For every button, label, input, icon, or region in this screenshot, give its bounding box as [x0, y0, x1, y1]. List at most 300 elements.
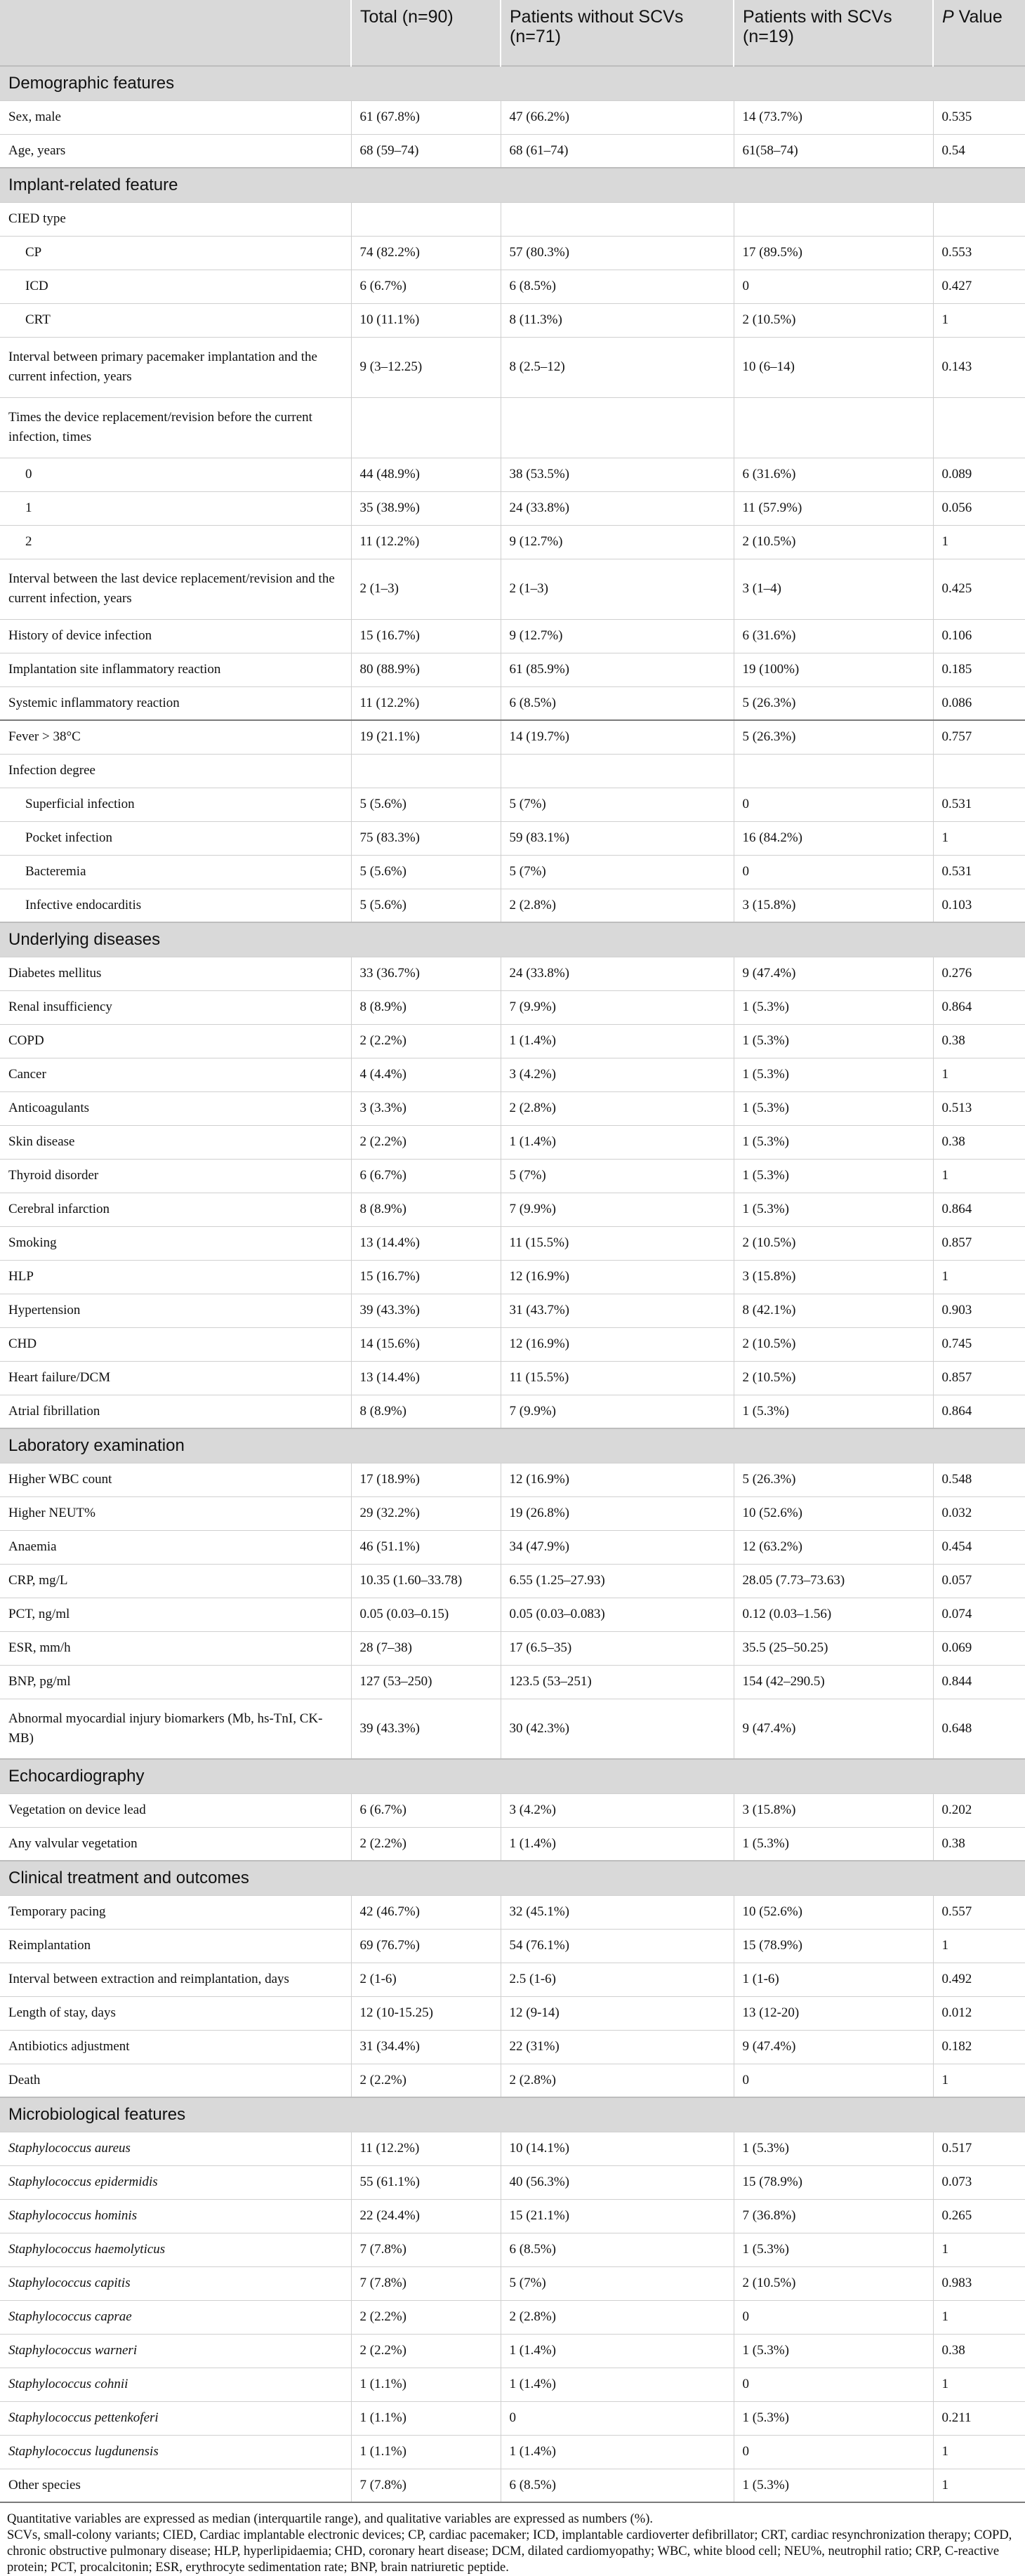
table-row [0, 1463, 1025, 1496]
without-scvs-cell: 9 (12.7%) [501, 619, 734, 653]
total-cell: 19 (21.1%) [351, 720, 501, 754]
with-scvs-cell: 1 (5.3%) [734, 1395, 933, 1428]
variable-cell: HLP [0, 1260, 351, 1294]
p-value-cell: 1 [933, 2435, 1025, 2469]
p-value-cell: 0.54 [933, 134, 1025, 168]
table-row [0, 270, 1025, 303]
without-scvs-cell [501, 754, 734, 788]
p-value-cell: 0.265 [933, 2199, 1025, 2233]
variable-cell: Staphylococcus aureus [0, 2132, 351, 2165]
without-scvs-cell: 1 (1.4%) [501, 2435, 734, 2469]
p-value-cell: 0.553 [933, 236, 1025, 270]
variable-cell: Length of stay, days [0, 1996, 351, 2030]
table-row [0, 458, 1025, 491]
p-value-cell: 0.211 [933, 2401, 1025, 2435]
p-value-cell: 0.073 [933, 2165, 1025, 2199]
total-cell: 68 (59–74) [351, 134, 501, 168]
variable-cell: Times the device replacement/revision before the current infection, times [0, 397, 351, 458]
variable-cell: 2 [0, 525, 351, 559]
total-cell: 5 (5.6%) [351, 889, 501, 922]
with-scvs-cell: 61(58–74) [734, 134, 933, 168]
table-row [0, 397, 1025, 458]
table-row [0, 559, 1025, 619]
total-cell: 5 (5.6%) [351, 855, 501, 889]
variable-cell: Infective endocarditis [0, 889, 351, 922]
p-value-cell: 0.182 [933, 2030, 1025, 2064]
with-scvs-cell: 2 (10.5%) [734, 303, 933, 337]
with-scvs-cell: 1 (5.3%) [734, 2469, 933, 2502]
p-value-cell: 0.074 [933, 1598, 1025, 1631]
p-value-cell: 0.557 [933, 1895, 1025, 1929]
total-cell: 2 (1–3) [351, 559, 501, 619]
without-scvs-cell: 30 (42.3%) [501, 1699, 734, 1759]
with-scvs-cell: 9 (47.4%) [734, 2030, 933, 2064]
without-scvs-cell: 2 (2.8%) [501, 2064, 734, 2097]
section-header-row [0, 168, 1025, 202]
without-scvs-cell: 1 (1.4%) [501, 1024, 734, 1058]
table-row [0, 855, 1025, 889]
without-scvs-cell: 12 (16.9%) [501, 1260, 734, 1294]
p-value-cell: 1 [933, 303, 1025, 337]
p-value-cell: 0.492 [933, 1963, 1025, 1996]
without-scvs-cell: 40 (56.3%) [501, 2165, 734, 2199]
total-cell [351, 397, 501, 458]
total-cell: 5 (5.6%) [351, 788, 501, 821]
with-scvs-cell: 0 [734, 788, 933, 821]
without-scvs-cell: 14 (19.7%) [501, 720, 734, 754]
p-value-cell: 0.857 [933, 1361, 1025, 1395]
with-scvs-cell: 3 (1–4) [734, 559, 933, 619]
table-row [0, 957, 1025, 990]
table-row [0, 491, 1025, 525]
table-row [0, 1929, 1025, 1963]
with-scvs-cell: 154 (42–290.5) [734, 1665, 933, 1699]
variable-cell: CP [0, 236, 351, 270]
p-value-cell: 1 [933, 2469, 1025, 2502]
with-scvs-cell: 1 (5.3%) [734, 1058, 933, 1091]
p-value-cell: 1 [933, 2368, 1025, 2401]
without-scvs-cell: 5 (7%) [501, 1159, 734, 1193]
table-row [0, 202, 1025, 236]
total-cell: 31 (34.4%) [351, 2030, 501, 2064]
with-scvs-cell: 17 (89.5%) [734, 236, 933, 270]
table-row [0, 236, 1025, 270]
total-cell: 35 (38.9%) [351, 491, 501, 525]
without-scvs-cell: 12 (16.9%) [501, 1327, 734, 1361]
p-value-cell: 1 [933, 2233, 1025, 2266]
table-row [0, 100, 1025, 134]
without-scvs-cell: 6 (8.5%) [501, 686, 734, 720]
p-value-cell: 0.143 [933, 337, 1025, 397]
header-p-letter: P [942, 7, 954, 27]
variable-cell: Interval between primary pacemaker implantation and the current infection, years [0, 337, 351, 397]
header-with-scvs: Patients with SCVs (n=19) [734, 0, 933, 66]
variable-cell: Systemic inflammatory reaction [0, 686, 351, 720]
variable-cell: CRP, mg/L [0, 1564, 351, 1598]
section-title: Implant-related feature [0, 168, 1025, 202]
total-cell: 10.35 (1.60–33.78) [351, 1564, 501, 1598]
total-cell: 11 (12.2%) [351, 525, 501, 559]
variable-cell: Interval between extraction and reimplantation, days [0, 1963, 351, 1996]
total-cell: 15 (16.7%) [351, 619, 501, 653]
with-scvs-cell: 0.12 (0.03–1.56) [734, 1598, 933, 1631]
p-value-cell: 0.531 [933, 788, 1025, 821]
variable-cell: Staphylococcus caprae [0, 2300, 351, 2334]
without-scvs-cell: 31 (43.7%) [501, 1294, 734, 1327]
without-scvs-cell: 24 (33.8%) [501, 957, 734, 990]
table-row [0, 1530, 1025, 1564]
table-row [0, 1699, 1025, 1759]
without-scvs-cell: 2 (2.8%) [501, 889, 734, 922]
total-cell: 13 (14.4%) [351, 1361, 501, 1395]
table-row [0, 2469, 1025, 2502]
total-cell: 74 (82.2%) [351, 236, 501, 270]
with-scvs-cell: 28.05 (7.73–73.63) [734, 1564, 933, 1598]
total-cell: 46 (51.1%) [351, 1530, 501, 1564]
total-cell: 12 (10-15.25) [351, 1996, 501, 2030]
variable-cell: Fever > 38°C [0, 720, 351, 754]
with-scvs-cell: 0 [734, 855, 933, 889]
with-scvs-cell: 1 (5.3%) [734, 2334, 933, 2368]
table-row [0, 2233, 1025, 2266]
variable-cell: Death [0, 2064, 351, 2097]
table-row [0, 2334, 1025, 2368]
variable-cell: Abnormal myocardial injury biomarkers (Mb, hs-TnI, CK-MB) [0, 1699, 351, 1759]
p-value-cell: 1 [933, 525, 1025, 559]
total-cell: 127 (53–250) [351, 1665, 501, 1699]
variable-cell: Any valvular vegetation [0, 1827, 351, 1861]
with-scvs-cell: 13 (12-20) [734, 1996, 933, 2030]
p-value-cell: 1 [933, 1159, 1025, 1193]
p-value-cell: 0.185 [933, 653, 1025, 686]
table-row [0, 1631, 1025, 1665]
section-title: Underlying diseases [0, 922, 1025, 957]
variable-cell: Sex, male [0, 100, 351, 134]
with-scvs-cell: 15 (78.9%) [734, 1929, 933, 1963]
p-value-cell: 0.454 [933, 1530, 1025, 1564]
variable-cell: Diabetes mellitus [0, 957, 351, 990]
variable-cell: Temporary pacing [0, 1895, 351, 1929]
with-scvs-cell: 0 [734, 270, 933, 303]
total-cell: 39 (43.3%) [351, 1699, 501, 1759]
table-row [0, 821, 1025, 855]
variable-cell: Staphylococcus hominis [0, 2199, 351, 2233]
without-scvs-cell: 7 (9.9%) [501, 1395, 734, 1428]
p-value-cell: 0.864 [933, 1193, 1025, 1226]
without-scvs-cell: 22 (31%) [501, 2030, 734, 2064]
table-row [0, 1395, 1025, 1428]
with-scvs-cell: 5 (26.3%) [734, 686, 933, 720]
variable-cell: Staphylococcus haemolyticus [0, 2233, 351, 2266]
table-row [0, 720, 1025, 754]
p-value-cell: 0.903 [933, 1294, 1025, 1327]
variable-cell: Bacteremia [0, 855, 351, 889]
with-scvs-cell: 12 (63.2%) [734, 1530, 933, 1564]
without-scvs-cell: 9 (12.7%) [501, 525, 734, 559]
table-row [0, 889, 1025, 922]
without-scvs-cell: 0 [501, 2401, 734, 2435]
without-scvs-cell: 6 (8.5%) [501, 270, 734, 303]
table-row [0, 1125, 1025, 1159]
p-value-cell: 0.427 [933, 270, 1025, 303]
table-row [0, 754, 1025, 788]
table-row [0, 2064, 1025, 2097]
p-value-cell: 1 [933, 2300, 1025, 2334]
without-scvs-cell: 1 (1.4%) [501, 1827, 734, 1861]
with-scvs-cell: 0 [734, 2435, 933, 2469]
total-cell: 22 (24.4%) [351, 2199, 501, 2233]
total-cell: 2 (2.2%) [351, 2334, 501, 2368]
total-cell: 44 (48.9%) [351, 458, 501, 491]
total-cell: 2 (2.2%) [351, 1125, 501, 1159]
total-cell: 8 (8.9%) [351, 1395, 501, 1428]
without-scvs-cell: 5 (7%) [501, 788, 734, 821]
total-cell [351, 754, 501, 788]
without-scvs-cell [501, 202, 734, 236]
total-cell: 17 (18.9%) [351, 1463, 501, 1496]
with-scvs-cell: 1 (5.3%) [734, 1024, 933, 1058]
p-value-cell: 0.086 [933, 686, 1025, 720]
without-scvs-cell: 0.05 (0.03–0.083) [501, 1598, 734, 1631]
p-value-cell: 1 [933, 1929, 1025, 1963]
with-scvs-cell: 1 (5.3%) [734, 1125, 933, 1159]
variable-cell: Antibiotics adjustment [0, 2030, 351, 2064]
section-header-row [0, 66, 1025, 100]
with-scvs-cell [734, 397, 933, 458]
section-header-row [0, 1861, 1025, 1895]
table-row [0, 525, 1025, 559]
total-cell: 2 (2.2%) [351, 1024, 501, 1058]
total-cell [351, 202, 501, 236]
with-scvs-cell: 5 (26.3%) [734, 1463, 933, 1496]
section-title: Laboratory examination [0, 1428, 1025, 1463]
variable-cell: Pocket infection [0, 821, 351, 855]
without-scvs-cell: 2 (1–3) [501, 559, 734, 619]
p-value-cell: 1 [933, 1058, 1025, 1091]
section-header-row [0, 2097, 1025, 2132]
table-row [0, 2435, 1025, 2469]
table-row [0, 337, 1025, 397]
without-scvs-cell: 59 (83.1%) [501, 821, 734, 855]
table-row [0, 2300, 1025, 2334]
p-value-cell: 0.057 [933, 1564, 1025, 1598]
with-scvs-cell: 0 [734, 2368, 933, 2401]
with-scvs-cell: 6 (31.6%) [734, 458, 933, 491]
p-value-cell: 0.648 [933, 1699, 1025, 1759]
table-row [0, 1793, 1025, 1827]
variable-cell: Hypertension [0, 1294, 351, 1327]
total-cell: 6 (6.7%) [351, 270, 501, 303]
table-row [0, 1895, 1025, 1929]
variable-cell: CIED type [0, 202, 351, 236]
p-value-cell: 0.38 [933, 1125, 1025, 1159]
without-scvs-cell: 19 (26.8%) [501, 1496, 734, 1530]
with-scvs-cell: 11 (57.9%) [734, 491, 933, 525]
total-cell: 1 (1.1%) [351, 2368, 501, 2401]
with-scvs-cell: 9 (47.4%) [734, 957, 933, 990]
table-row [0, 1963, 1025, 1996]
with-scvs-cell: 1 (5.3%) [734, 1091, 933, 1125]
total-cell: 11 (12.2%) [351, 2132, 501, 2165]
section-header-row [0, 1428, 1025, 1463]
table-row [0, 2199, 1025, 2233]
p-value-cell: 0.864 [933, 1395, 1025, 1428]
with-scvs-cell [734, 754, 933, 788]
without-scvs-cell: 2 (2.8%) [501, 2300, 734, 2334]
variable-cell: Heart failure/DCM [0, 1361, 351, 1395]
table-row [0, 1996, 1025, 2030]
p-value-cell: 0.864 [933, 990, 1025, 1024]
total-cell: 39 (43.3%) [351, 1294, 501, 1327]
without-scvs-cell: 1 (1.4%) [501, 1125, 734, 1159]
total-cell: 11 (12.2%) [351, 686, 501, 720]
total-cell: 29 (32.2%) [351, 1496, 501, 1530]
p-value-cell: 0.089 [933, 458, 1025, 491]
variable-cell: Other species [0, 2469, 351, 2502]
variable-cell: Interval between the last device replacement/revision and the current infection, years [0, 559, 351, 619]
variable-cell: Higher NEUT% [0, 1496, 351, 1530]
variable-cell: 0 [0, 458, 351, 491]
p-value-cell: 0.056 [933, 491, 1025, 525]
without-scvs-cell: 2.5 (1-6) [501, 1963, 734, 1996]
p-value-cell: 0.103 [933, 889, 1025, 922]
total-cell: 75 (83.3%) [351, 821, 501, 855]
with-scvs-cell: 3 (15.8%) [734, 889, 933, 922]
variable-cell: Staphylococcus cohnii [0, 2368, 351, 2401]
p-value-cell: 0.513 [933, 1091, 1025, 1125]
footnote-quantitative: Quantitative variables are expressed as median (interquartile range), and qualitative variables are expressed as numbers (%). [7, 2512, 653, 2526]
without-scvs-cell: 38 (53.5%) [501, 458, 734, 491]
variable-cell: Anaemia [0, 1530, 351, 1564]
with-scvs-cell: 3 (15.8%) [734, 1793, 933, 1827]
total-cell: 6 (6.7%) [351, 1793, 501, 1827]
with-scvs-cell: 7 (36.8%) [734, 2199, 933, 2233]
without-scvs-cell: 10 (14.1%) [501, 2132, 734, 2165]
with-scvs-cell: 2 (10.5%) [734, 1361, 933, 1395]
variable-cell: Cerebral infarction [0, 1193, 351, 1226]
table-row [0, 1226, 1025, 1260]
table-row [0, 2165, 1025, 2199]
p-value-cell: 0.069 [933, 1631, 1025, 1665]
without-scvs-cell: 34 (47.9%) [501, 1530, 734, 1564]
table-row [0, 990, 1025, 1024]
without-scvs-cell: 7 (9.9%) [501, 1193, 734, 1226]
with-scvs-cell: 1 (5.3%) [734, 2401, 933, 2435]
total-cell: 7 (7.8%) [351, 2233, 501, 2266]
without-scvs-cell: 68 (61–74) [501, 134, 734, 168]
with-scvs-cell: 1 (5.3%) [734, 2132, 933, 2165]
table-row [0, 1598, 1025, 1631]
variable-cell: COPD [0, 1024, 351, 1058]
variable-cell: Renal insufficiency [0, 990, 351, 1024]
with-scvs-cell: 8 (42.1%) [734, 1294, 933, 1327]
section-header-row [0, 1759, 1025, 1793]
table-row [0, 1294, 1025, 1327]
total-cell: 7 (7.8%) [351, 2469, 501, 2502]
variable-cell: Thyroid disorder [0, 1159, 351, 1193]
without-scvs-cell: 2 (2.8%) [501, 1091, 734, 1125]
p-value-cell: 0.012 [933, 1996, 1025, 2030]
variable-cell: Higher WBC count [0, 1463, 351, 1496]
with-scvs-cell: 1 (5.3%) [734, 1159, 933, 1193]
variable-cell: Staphylococcus pettenkoferi [0, 2401, 351, 2435]
section-title: Echocardiography [0, 1759, 1025, 1793]
total-cell: 80 (88.9%) [351, 653, 501, 686]
p-value-cell: 0.517 [933, 2132, 1025, 2165]
variable-cell: Staphylococcus lugdunensis [0, 2435, 351, 2469]
p-value-cell [933, 202, 1025, 236]
table-row [0, 1327, 1025, 1361]
with-scvs-cell: 0 [734, 2064, 933, 2097]
without-scvs-cell: 24 (33.8%) [501, 491, 734, 525]
without-scvs-cell: 47 (66.2%) [501, 100, 734, 134]
total-cell: 10 (11.1%) [351, 303, 501, 337]
table-row [0, 1091, 1025, 1125]
without-scvs-cell: 6 (8.5%) [501, 2233, 734, 2266]
table-body [0, 66, 1025, 2502]
total-cell: 55 (61.1%) [351, 2165, 501, 2199]
total-cell: 0.05 (0.03–0.15) [351, 1598, 501, 1631]
p-value-cell: 0.276 [933, 957, 1025, 990]
without-scvs-cell: 12 (16.9%) [501, 1463, 734, 1496]
without-scvs-cell: 54 (76.1%) [501, 1929, 734, 1963]
total-cell: 1 (1.1%) [351, 2401, 501, 2435]
without-scvs-cell: 15 (21.1%) [501, 2199, 734, 2233]
footnote-abbreviations: SCVs, small-colony variants; CIED, Cardiac implantable electronic devices; CP, cardiac pacemaker; ICD, implantable cardioverter defibrillator; CRT, cardiac resynchronization therapy; COPD, chronic obstructive pulmonary disease; HLP, hyperlipidaemia; CHD, coronary heart disease; DCM, dilated cardiomyopathy; WBC, white blood cell; NEU%, neutrophil ratio; CRP, C-reactive protein; PCT, procalcitonin; ESR, erythrocyte sedimentation rate; BNP, brain natriuretic peptide. [7, 2528, 1012, 2575]
without-scvs-cell: 3 (4.2%) [501, 1793, 734, 1827]
table-row [0, 1361, 1025, 1395]
p-value-cell [933, 397, 1025, 458]
p-value-cell: 1 [933, 1260, 1025, 1294]
p-value-cell: 0.548 [933, 1463, 1025, 1496]
table-row [0, 1665, 1025, 1699]
p-value-cell: 0.38 [933, 2334, 1025, 2368]
table-row [0, 1159, 1025, 1193]
total-cell: 2 (2.2%) [351, 1827, 501, 1861]
total-cell: 33 (36.7%) [351, 957, 501, 990]
without-scvs-cell: 6 (8.5%) [501, 2469, 734, 2502]
table-row [0, 2030, 1025, 2064]
without-scvs-cell [501, 397, 734, 458]
p-value-cell: 0.38 [933, 1827, 1025, 1861]
without-scvs-cell: 8 (11.3%) [501, 303, 734, 337]
variable-cell: Age, years [0, 134, 351, 168]
variable-cell: PCT, ng/ml [0, 1598, 351, 1631]
with-scvs-cell: 2 (10.5%) [734, 525, 933, 559]
variable-cell: ICD [0, 270, 351, 303]
table-row [0, 686, 1025, 720]
section-title: Demographic features [0, 66, 1025, 100]
total-cell: 14 (15.6%) [351, 1327, 501, 1361]
table-row [0, 2368, 1025, 2401]
with-scvs-cell [734, 202, 933, 236]
table-row [0, 1564, 1025, 1598]
total-cell: 13 (14.4%) [351, 1226, 501, 1260]
table-row [0, 303, 1025, 337]
total-cell: 8 (8.9%) [351, 990, 501, 1024]
without-scvs-cell: 32 (45.1%) [501, 1895, 734, 1929]
total-cell: 9 (3–12.25) [351, 337, 501, 397]
p-value-cell: 1 [933, 821, 1025, 855]
p-value-cell: 1 [933, 2064, 1025, 2097]
with-scvs-cell: 1 (5.3%) [734, 1193, 933, 1226]
with-scvs-cell: 15 (78.9%) [734, 2165, 933, 2199]
p-value-cell: 0.983 [933, 2266, 1025, 2300]
without-scvs-cell: 12 (9-14) [501, 1996, 734, 2030]
with-scvs-cell: 1 (5.3%) [734, 2233, 933, 2266]
variable-cell: CRT [0, 303, 351, 337]
with-scvs-cell: 0 [734, 2300, 933, 2334]
